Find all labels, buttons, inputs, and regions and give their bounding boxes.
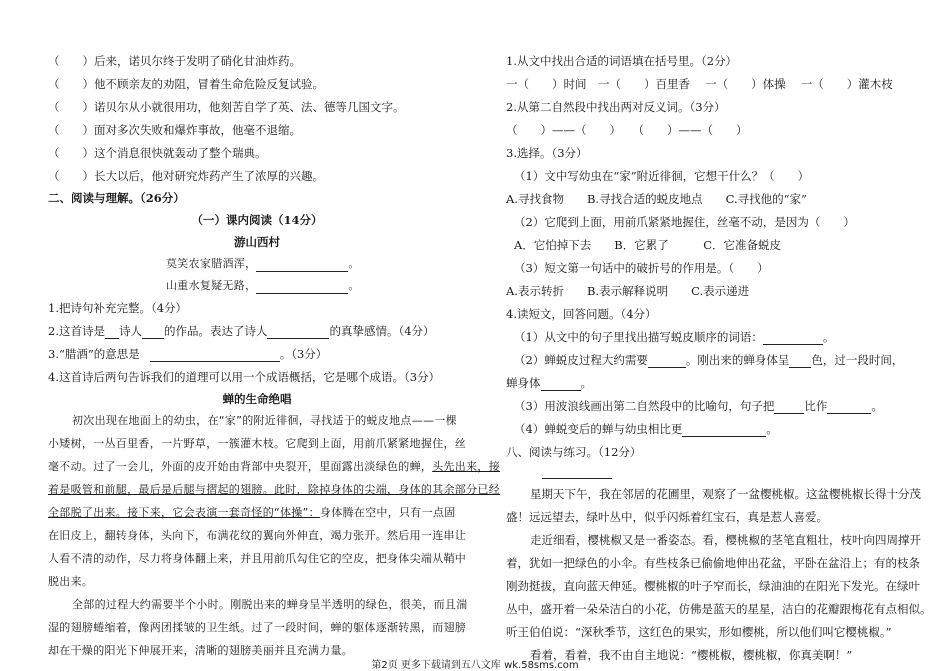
question-3: 3.“腊酒”的意思是 。（3分） [48, 347, 328, 361]
question-4-4: （4）蝉蜕变后的蝉与幼虫相比更 。 [514, 422, 778, 436]
answer-blank[interactable] [789, 355, 811, 368]
question-3: 3.选择。（3分） [506, 146, 588, 160]
poem-title: 游山西村 [234, 235, 280, 249]
answer-blank[interactable] [827, 401, 871, 414]
answer-blank[interactable] [648, 355, 686, 368]
question-3-3: （3）短文第一句话中的破折号的作用是。（ ） [514, 261, 769, 275]
answer-blank[interactable] [682, 424, 766, 437]
paragraph-line: 着，犹如一把绿色的小伞。有些枝条已偷偷地伸出花盆，平卧在盆沿上；有的枝条 [506, 556, 920, 570]
question-3-3-options: A.表示转折 B.表示解释说明 C.表示递进 [506, 284, 750, 298]
passage-line-underlined: 着是吸管和前腿，最后是后腿与摺起的翅膀。此时，除掉身体的尖端，身体的其余部分已经 [48, 483, 500, 496]
answer-blank[interactable] [150, 349, 280, 362]
passage-line: 湿的翅膀蜷缩着，像两团揉皱的卫生纸。过了一段时间，蝉的躯体逐渐转黑，而翅膀 [48, 621, 467, 634]
section-title: 八、阅读与练习。（12分） [506, 445, 642, 459]
question-2: 2.从第二自然段中找出两对反义词。（3分） [506, 100, 726, 114]
answer-blank[interactable] [256, 281, 348, 294]
passage-line: 在旧皮上，翻转身体，头向下，布满花纹的翼向外伸直，竭力张开。然后用一连串让 [48, 529, 467, 542]
order-item: （ ）诺贝尔从小就很用功，他刻苦自学了英、法、德等几国文字。 [48, 100, 405, 114]
passage-line: 全部的过程大约需要半个小时。刚脱出来的蝉身呈半透明的绿色，很美，而且湍 [72, 598, 468, 611]
question-1: 1.从文中找出合适的词语填在括号里。（2分） [506, 54, 738, 68]
title-answer-line[interactable] [542, 478, 612, 479]
paragraph-line: 看着，看着，我不由自主地说：“樱桃椒，樱桃椒，你真美啊！” [530, 648, 853, 662]
passage-line: 毫不动。过了一会儿，外面的皮开始由背部中央裂开，里面露出淡绿色的蝉，头先出来，接 [48, 460, 501, 473]
question-4-3: （3）用波浪线画出第二自然段中的比喻句，句子把 比作 。 [514, 399, 883, 413]
paragraph-line: 刚劲挺拔，直向蓝天伸延。樱桃椒的叶子窄而长，绿油油的在阳光下发光。在绿叶 [506, 579, 920, 593]
question-2: 2.这首诗是 诗人 的作品。表达了诗人 的真挚感情。（4分） [48, 324, 435, 338]
question-3-1-options: A.寻找食物 B.寻找合适的蜕皮地点 C.寻找他的“家” [506, 192, 807, 206]
question-3-2: （2）它爬到上面，用前爪紧紧地握住，丝毫不动，是因为（ ） [514, 215, 855, 229]
paragraph-line: 盛！远远望去，绿叶丛中，似乎闪烁着红宝石，真是惹人喜爱。 [506, 510, 828, 524]
answer-blank[interactable] [541, 378, 581, 391]
order-item: （ ）这个消息很快就轰动了整个瑞典。 [48, 146, 267, 160]
question-3-2-options: A．它怕掉下去 B．它累了 C．它准备蜕皮 [514, 238, 782, 252]
subsection-title: （一）课内阅读（14分） [191, 213, 323, 227]
answer-blank[interactable] [763, 332, 823, 345]
question-4-1: （1）从文中的句子里找出描写蜕皮顺序的词语： 。 [514, 330, 835, 344]
answer-blank[interactable] [142, 326, 164, 339]
paragraph-line: 丛中，盛开着一朵朵洁白的小花，仿佛是蓝天的星星，洁白的花瓣跟梅花有点相似。 [506, 602, 932, 616]
passage-line: 小矮树，一丛百里香，一片野草，一簇灌木枝。它爬到上面，用前爪紧紧地握住，丝 [48, 437, 467, 450]
question-3-1: （1）文中写幼虫在“家”附近徘徊，它想干什么？（ ） [514, 169, 810, 183]
answer-blank[interactable] [774, 401, 804, 414]
passage-line: 初次出现在地面上的幼虫，在“家”的附近徘徊，寻找适于的蜕皮地点——一棵 [72, 414, 457, 427]
paragraph-line: 走近细看，樱桃椒又是一番姿态。看，樱桃椒的茎笔直粗壮，枝叶向四周撑开 [530, 533, 921, 547]
question-4-2: （2）蝉蜕皮过程大约需要 。刚出来的蝉身体呈 色，过一段时间， [514, 353, 904, 367]
question-4: 4.这首诗后两句告诉我们的道理可以用一个成语概括，它是哪个成语。（3分） [48, 370, 441, 384]
question-2-row: （ ）——（ ） （ ）——（ ） [506, 123, 748, 137]
poem-line-1: 莫笑农家腊酒浑， 。 [166, 257, 360, 270]
order-item: （ ）后来，诺贝尔终于发明了硝化甘油炸药。 [48, 54, 301, 68]
passage-title: 蝉的生命绝唱 [222, 392, 292, 406]
answer-blank[interactable] [267, 326, 329, 339]
answer-blank[interactable] [256, 259, 348, 272]
page-footer: 第2页 更多下载请到五八文库 wk.58sms.com [371, 660, 579, 671]
passage-line: 人看不清的动作，尽力将身体翻上来，并且用前爪勾住它的空皮，把身体尖端从鞘中 [48, 552, 467, 565]
passage-line: 却在干燥的阳光下伸展开来，清晰的翅膀美丽并且充满力量。 [48, 644, 354, 657]
poem-line-2: 山重水复疑无路， 。 [166, 279, 360, 292]
question-4: 4.读短文，回答问题。（4分） [506, 307, 657, 321]
question-1-row: 一（ ）时间 一（ ）百里香 一（ ）体操 一（ ）灌木枝 [506, 77, 893, 91]
order-item: （ ）长大以后，他对研究炸药产生了浓厚的兴趣。 [48, 169, 324, 183]
passage-line: 全部脱了出来。接下来，它会表演一套奇怪的“体操”：身体腾在空中，只有一点固 [48, 506, 456, 519]
order-item: （ ）面对多次失败和爆炸事故，他毫不退缩。 [48, 123, 301, 137]
paragraph-line: 听王伯伯说：“深秋季节，这红色的果实，形如樱桃，所以他们叫它樱桃椒。” [506, 625, 892, 639]
question-4-2-cont: 蝉身体 。 [506, 376, 592, 390]
paragraph-line: 星期天下午，我在邻居的花圃里，观察了一盆樱桃椒。这盆樱桃椒长得十分茂 [530, 487, 921, 501]
section-title: 二、阅读与理解。（26分） [48, 191, 185, 205]
passage-line: 脱出来。 [48, 575, 94, 588]
answer-blank[interactable] [105, 326, 119, 339]
order-item: （ ）他不顾亲友的劝阻，冒着生命危险反复试验。 [48, 77, 324, 91]
question-1: 1.把诗句补充完整。（4分） [48, 301, 188, 315]
